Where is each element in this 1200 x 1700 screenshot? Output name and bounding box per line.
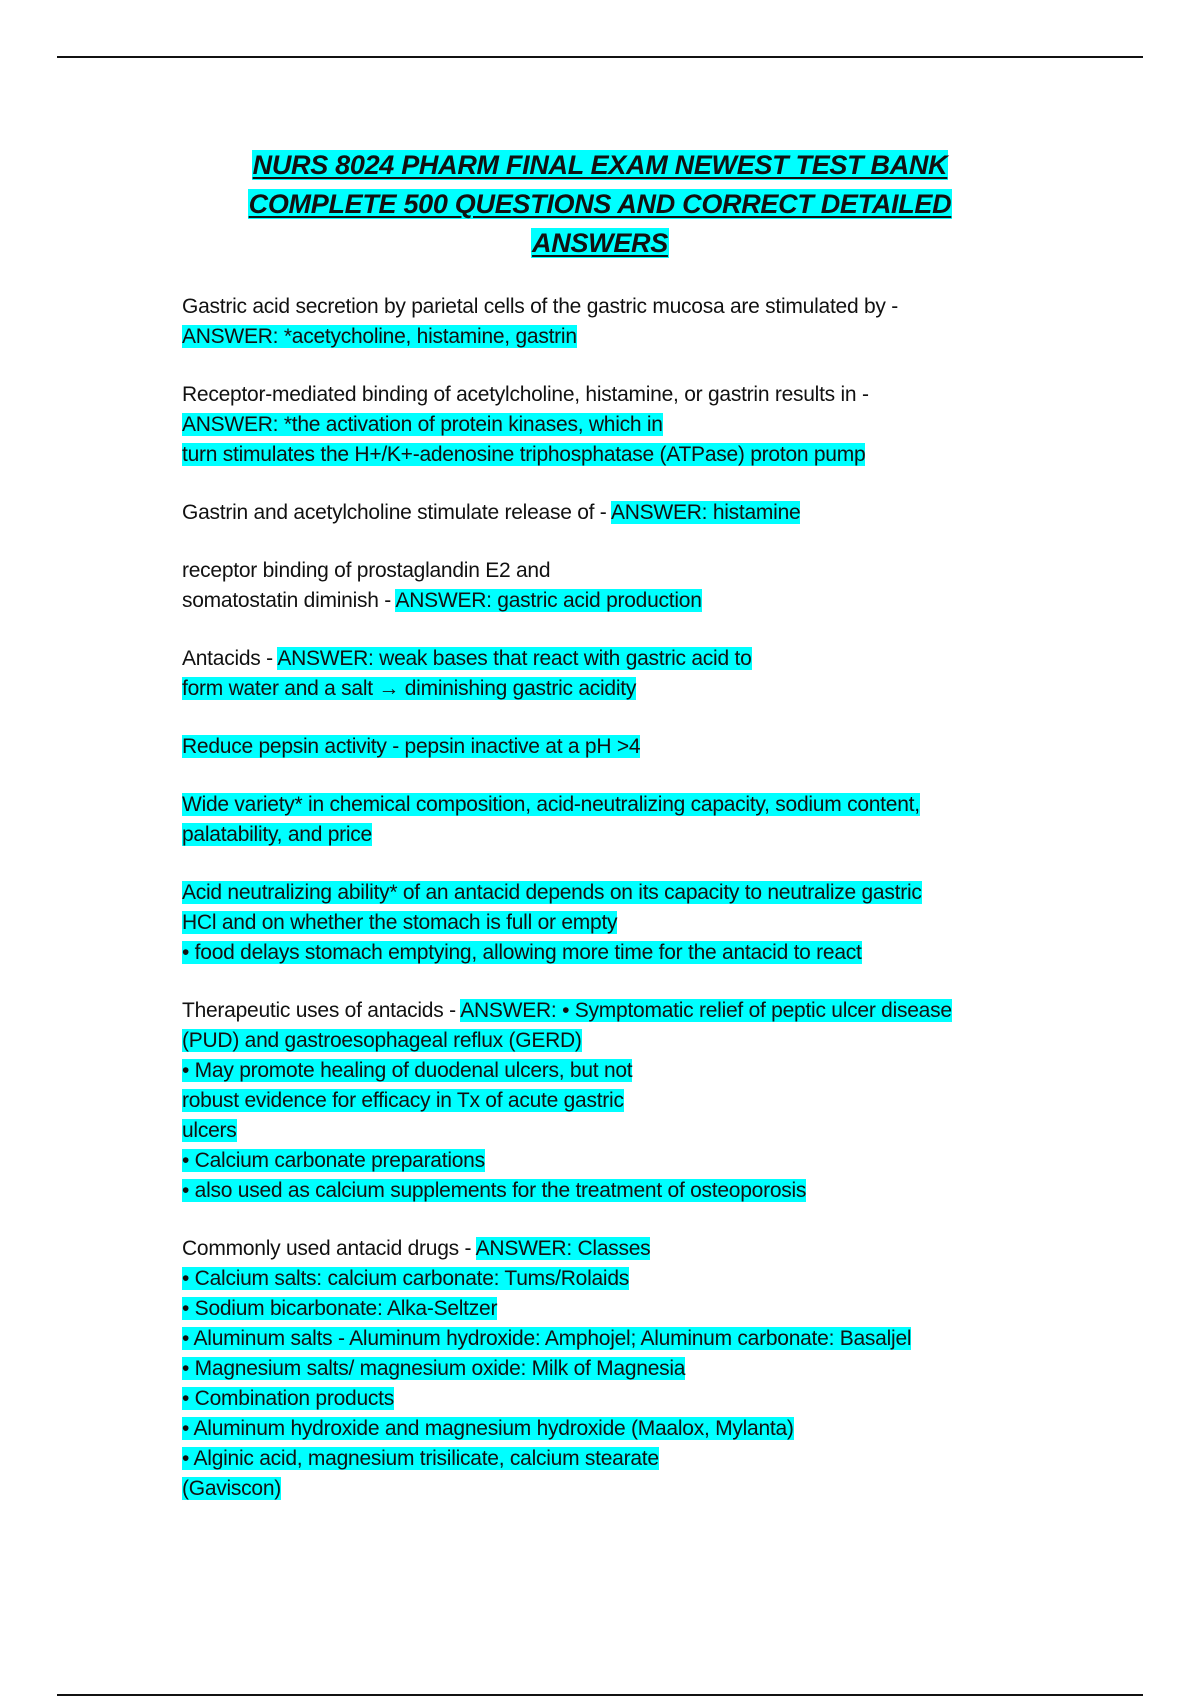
text-line bbox=[182, 322, 1062, 352]
text-line bbox=[182, 878, 1062, 908]
question-text: Commonly used antacid drugs - bbox=[182, 1237, 476, 1260]
text-line bbox=[182, 1264, 1062, 1294]
question-text: Therapeutic uses of antacids - bbox=[182, 999, 461, 1022]
qa-block bbox=[182, 292, 1062, 352]
text-line bbox=[182, 1294, 1062, 1324]
text-line bbox=[182, 1116, 1062, 1146]
highlighted-answer-text: ANSWER: histamine bbox=[610, 501, 801, 524]
text-line bbox=[182, 1086, 1062, 1116]
highlighted-answer-text: • Sodium bicarbonate: Alka-Seltzer bbox=[182, 1297, 498, 1320]
highlighted-answer-text: ANSWER: Classes bbox=[475, 1237, 651, 1260]
highlighted-answer-text: • Calcium salts: calcium carbonate: Tums/Rolaids bbox=[182, 1267, 630, 1290]
highlighted-answer-text: • Combination products bbox=[182, 1387, 394, 1410]
qa-block bbox=[182, 732, 1062, 762]
text-line bbox=[182, 440, 1062, 470]
highlighted-answer-text: ANSWER: *acetycholine, histamine, gastrin bbox=[182, 325, 577, 348]
highlighted-answer-text: Reduce pepsin activity - pepsin inactive at a pH >4 bbox=[182, 735, 641, 758]
text-line bbox=[182, 790, 1062, 820]
qa-block bbox=[182, 644, 1062, 704]
qa-block bbox=[182, 790, 1062, 850]
highlighted-answer-text: ulcers bbox=[182, 1119, 237, 1142]
text-line bbox=[182, 1444, 1062, 1474]
highlighted-answer-text: ANSWER: • Symptomatic relief of peptic ulcer disease bbox=[460, 999, 952, 1022]
highlighted-answer-text: • Alginic acid, magnesium trisilicate, calcium stearate bbox=[182, 1447, 659, 1470]
highlighted-answer-text: • Aluminum salts - Aluminum hydroxide: Amphojel; Aluminum carbonate: Basaljel bbox=[182, 1327, 912, 1350]
text-line bbox=[182, 556, 1062, 586]
highlighted-answer-text: • Magnesium salts/ magnesium oxide: Milk of Magnesia bbox=[182, 1357, 686, 1380]
highlighted-answer-text: • food delays stomach emptying, allowing more time for the antacid to react bbox=[182, 941, 862, 964]
highlighted-answer-text: ANSWER: *the activation of protein kinases, which in bbox=[182, 413, 663, 436]
text-line bbox=[182, 644, 1062, 674]
highlighted-answer-text: Wide variety* in chemical composition, acid-neutralizing capacity, sodium content, bbox=[182, 793, 920, 816]
text-line bbox=[182, 1354, 1062, 1384]
highlighted-answer-text: (PUD) and gastroesophageal reflux (GERD) bbox=[182, 1029, 582, 1052]
text-line bbox=[182, 292, 1062, 322]
qa-block bbox=[182, 996, 1062, 1206]
highlighted-answer-text: turn stimulates the H+/K+-adenosine triphosphatase (ATPase) proton pump bbox=[182, 443, 866, 466]
question-text: Gastric acid secretion by parietal cells of the gastric mucosa are stimulated by - bbox=[182, 295, 898, 318]
highlighted-answer-text: • Aluminum hydroxide and magnesium hydroxide (Maalox, Mylanta) bbox=[182, 1417, 794, 1440]
text-line bbox=[182, 1176, 1062, 1206]
text-line bbox=[182, 410, 1062, 440]
text-line bbox=[182, 938, 1062, 968]
text-line bbox=[182, 732, 1062, 762]
text-line bbox=[182, 586, 1062, 616]
highlighted-answer-text: robust evidence for efficacy in Tx of acute gastric bbox=[182, 1089, 624, 1112]
highlighted-answer-text: ANSWER: gastric acid production bbox=[395, 589, 702, 612]
text-line bbox=[182, 1384, 1062, 1414]
qa-block bbox=[182, 1234, 1062, 1504]
highlighted-answer-text: palatability, and price bbox=[182, 823, 372, 846]
highlighted-answer-text: (Gaviscon) bbox=[182, 1477, 282, 1500]
title-line: COMPLETE 500 QUESTIONS AND CORRECT DETAILED bbox=[248, 189, 952, 219]
question-text: receptor binding of prostaglandin E2 and bbox=[182, 559, 551, 582]
text-line bbox=[182, 1324, 1062, 1354]
text-line bbox=[182, 498, 1062, 528]
footer-rule bbox=[57, 1694, 1143, 1696]
text-line bbox=[182, 820, 1062, 850]
text-line bbox=[182, 1474, 1062, 1504]
document-title bbox=[150, 146, 1050, 263]
question-text: Antacids - bbox=[182, 647, 278, 670]
text-line bbox=[182, 1414, 1062, 1444]
qa-block bbox=[182, 380, 1062, 470]
text-line bbox=[182, 1234, 1062, 1264]
highlighted-answer-text: HCl and on whether the stomach is full or empty bbox=[182, 911, 618, 934]
highlighted-answer-text: • Calcium carbonate preparations bbox=[182, 1149, 485, 1172]
text-line bbox=[182, 380, 1062, 410]
qa-block bbox=[182, 498, 1062, 528]
qa-block bbox=[182, 878, 1062, 968]
text-line bbox=[182, 908, 1062, 938]
text-line bbox=[182, 1026, 1062, 1056]
title-line: NURS 8024 PHARM FINAL EXAM NEWEST TEST BANK bbox=[252, 150, 948, 180]
highlighted-answer-text: form water and a salt → diminishing gastric acidity bbox=[182, 677, 637, 700]
document-body bbox=[182, 292, 1062, 1532]
header-rule bbox=[57, 56, 1143, 58]
question-text: somatostatin diminish - bbox=[182, 589, 396, 612]
highlighted-answer-text: • May promote healing of duodenal ulcers, but not bbox=[182, 1059, 633, 1082]
highlighted-answer-text: Acid neutralizing ability* of an antacid depends on its capacity to neutralize gastric bbox=[182, 881, 922, 904]
text-line bbox=[182, 996, 1062, 1026]
text-line bbox=[182, 1146, 1062, 1176]
question-text: Receptor-mediated binding of acetylcholine, histamine, or gastrin results in - bbox=[182, 383, 869, 406]
highlighted-answer-text: • also used as calcium supplements for the treatment of osteoporosis bbox=[182, 1179, 807, 1202]
qa-block bbox=[182, 556, 1062, 616]
text-line bbox=[182, 674, 1062, 704]
text-line bbox=[182, 1056, 1062, 1086]
highlighted-answer-text: ANSWER: weak bases that react with gastric acid to bbox=[277, 647, 752, 670]
title-line: ANSWERS bbox=[532, 228, 668, 258]
question-text: Gastrin and acetylcholine stimulate release of - bbox=[182, 501, 611, 524]
